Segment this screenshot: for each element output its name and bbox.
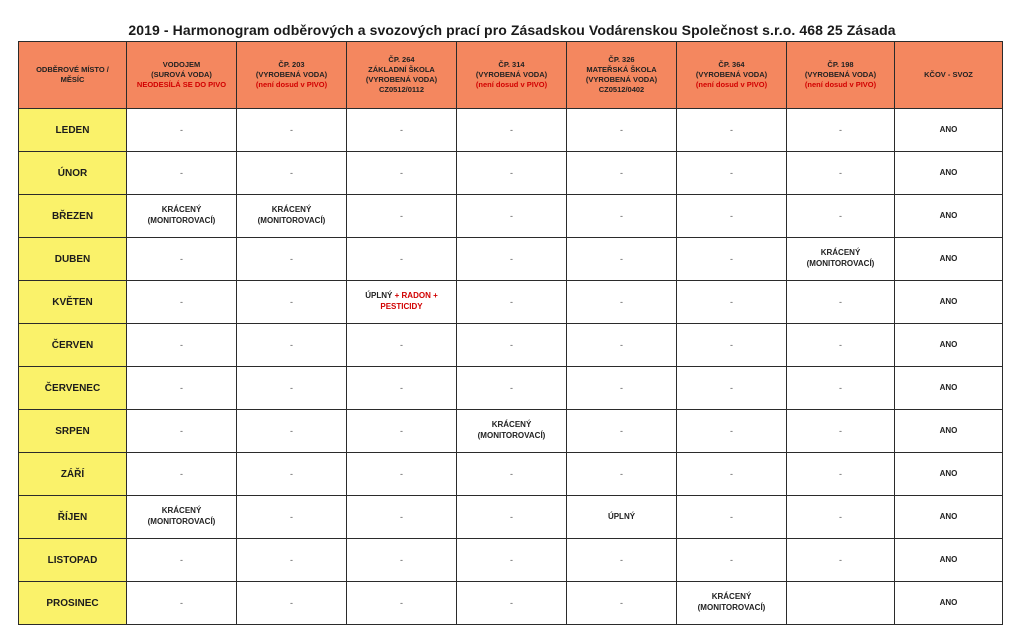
month-label: PROSINEC [19, 582, 127, 625]
column-header-line: ČP. 326 [608, 54, 635, 64]
empty-dash: - [180, 253, 183, 264]
month-label: DUBEN [19, 238, 127, 281]
cell-text-alert: + RADON + [392, 291, 438, 301]
cell-text: ANO [939, 468, 958, 478]
month-label: ÚNOR [19, 152, 127, 195]
month-label: ZÁŘÍ [19, 453, 127, 496]
column-header-line: (VYROBENÁ VODA) [255, 69, 328, 79]
empty-dash: - [510, 210, 513, 221]
schedule-cell [787, 109, 895, 152]
empty-dash: - [290, 382, 293, 393]
table-row [19, 281, 1003, 324]
schedule-cell [127, 367, 237, 410]
empty-dash: - [400, 167, 403, 178]
empty-dash: - [730, 425, 733, 436]
table-body [19, 109, 1003, 625]
cell-text: (MONITOROVACÍ) [147, 216, 216, 225]
table-row [19, 496, 1003, 539]
schedule-cell [457, 367, 567, 410]
month-label: ŘÍJEN [19, 496, 127, 539]
table-row [19, 410, 1003, 453]
schedule-cell [347, 367, 457, 410]
empty-dash: - [620, 210, 623, 221]
empty-dash: - [620, 124, 623, 135]
table-row [19, 109, 1003, 152]
schedule-cell [347, 539, 457, 582]
column-header [347, 42, 457, 109]
schedule-cell [787, 453, 895, 496]
schedule-cell [127, 582, 237, 625]
table-row [19, 195, 1003, 238]
schedule-cell [457, 281, 567, 324]
schedule-cell [237, 152, 347, 195]
column-header-line: NEODESÍLÁ SE DO PIVO [136, 80, 227, 90]
schedule-cell [677, 582, 787, 625]
empty-dash: - [290, 339, 293, 350]
empty-dash: - [510, 382, 513, 393]
cell-text: (MONITOROVACÍ) [477, 431, 546, 440]
cell-text: ÚPLNÝ [365, 291, 393, 301]
column-header-line: CZ0512/0112 [378, 85, 425, 95]
empty-dash: - [290, 167, 293, 178]
column-header-line: ZÁKLADNÍ ŠKOLA [368, 64, 435, 74]
schedule-cell [895, 539, 1003, 582]
schedule-cell [787, 539, 895, 582]
empty-dash: - [620, 597, 623, 608]
month-label: ČERVEN [19, 324, 127, 367]
schedule-cell [347, 453, 457, 496]
schedule-cell [787, 367, 895, 410]
schedule-cell [567, 195, 677, 238]
column-header-line: (VYROBENÁ VODA) [804, 69, 877, 79]
cell-text: ANO [939, 511, 958, 521]
empty-dash: - [290, 124, 293, 135]
schedule-cell [237, 582, 347, 625]
empty-dash: - [839, 511, 842, 522]
schedule-cell [567, 496, 677, 539]
column-header-line: CZ0512/0402 [598, 85, 645, 95]
cell-text: (MONITOROVACÍ) [697, 603, 766, 612]
empty-dash: - [620, 253, 623, 264]
empty-dash: - [400, 382, 403, 393]
month-label: SRPEN [19, 410, 127, 453]
schedule-cell [237, 539, 347, 582]
empty-dash: - [290, 253, 293, 264]
cell-text-alert: PESTICIDY [380, 302, 423, 311]
cell-text: ANO [939, 339, 958, 349]
schedule-cell [457, 324, 567, 367]
empty-dash: - [620, 339, 623, 350]
schedule-cell [127, 195, 237, 238]
schedule-cell [567, 367, 677, 410]
column-header-line: ODBĚROVÉ MÍSTO / [36, 64, 109, 74]
empty-dash: - [510, 554, 513, 565]
cell-text: ANO [939, 597, 958, 607]
table-row [19, 539, 1003, 582]
empty-dash: - [730, 167, 733, 178]
schedule-table [18, 41, 1003, 625]
column-header-line: ČP. 364 [718, 59, 745, 69]
schedule-cell [457, 109, 567, 152]
column-header-line: MĚSÍC [60, 75, 85, 84]
empty-dash: - [400, 210, 403, 221]
empty-dash: - [839, 339, 842, 350]
column-header-line: KČOV - SVOZ [924, 69, 973, 79]
schedule-cell [237, 109, 347, 152]
schedule-cell [237, 496, 347, 539]
cell-text: ANO [939, 253, 958, 263]
column-header-line: (není dosud v PIVO) [804, 80, 877, 90]
column-header-line: (SUROVÁ VODA) [151, 69, 212, 79]
column-header [677, 42, 787, 109]
schedule-cell [677, 496, 787, 539]
column-header-line: (není dosud v PIVO) [695, 80, 768, 90]
schedule-cell [677, 152, 787, 195]
schedule-cell [677, 281, 787, 324]
empty-dash: - [400, 554, 403, 565]
empty-dash: - [839, 425, 842, 436]
empty-dash: - [180, 382, 183, 393]
schedule-cell [895, 109, 1003, 152]
schedule-cell [895, 453, 1003, 496]
empty-dash: - [290, 425, 293, 436]
schedule-cell [347, 109, 457, 152]
empty-dash: - [400, 425, 403, 436]
schedule-cell [347, 238, 457, 281]
schedule-cell [127, 496, 237, 539]
schedule-cell [895, 496, 1003, 539]
schedule-cell [787, 281, 895, 324]
empty-dash: - [510, 597, 513, 608]
schedule-cell [677, 410, 787, 453]
schedule-cell [677, 367, 787, 410]
empty-dash: - [620, 167, 623, 178]
cell-text: (MONITOROVACÍ) [147, 517, 216, 526]
empty-dash: - [180, 296, 183, 307]
empty-dash: - [180, 124, 183, 135]
empty-dash: - [730, 382, 733, 393]
schedule-cell [895, 152, 1003, 195]
empty-dash: - [290, 296, 293, 307]
empty-dash: - [839, 468, 842, 479]
empty-dash: - [510, 167, 513, 178]
header-row [19, 42, 1003, 109]
empty-dash: - [180, 339, 183, 350]
empty-dash: - [400, 339, 403, 350]
schedule-cell [677, 195, 787, 238]
schedule-cell [787, 152, 895, 195]
empty-dash: - [730, 124, 733, 135]
schedule-cell [347, 582, 457, 625]
schedule-cell [457, 539, 567, 582]
empty-dash: - [510, 296, 513, 307]
schedule-cell [787, 324, 895, 367]
empty-dash: - [730, 296, 733, 307]
schedule-cell [895, 195, 1003, 238]
empty-dash: - [180, 597, 183, 608]
schedule-cell [567, 281, 677, 324]
schedule-cell [567, 582, 677, 625]
empty-dash: - [510, 339, 513, 350]
schedule-cell [237, 281, 347, 324]
schedule-cell [567, 109, 677, 152]
empty-dash: - [400, 253, 403, 264]
empty-dash: - [730, 210, 733, 221]
column-header [895, 42, 1003, 109]
column-header [127, 42, 237, 109]
schedule-cell [237, 238, 347, 281]
schedule-cell [127, 410, 237, 453]
empty-dash: - [290, 511, 293, 522]
cell-text: ANO [939, 296, 958, 306]
empty-dash: - [400, 511, 403, 522]
schedule-cell [237, 324, 347, 367]
schedule-cell [787, 582, 895, 625]
schedule-cell [347, 496, 457, 539]
empty-dash: - [510, 511, 513, 522]
schedule-cell [457, 410, 567, 453]
empty-dash: - [290, 468, 293, 479]
empty-dash: - [400, 124, 403, 135]
schedule-cell [347, 281, 457, 324]
empty-dash: - [730, 468, 733, 479]
empty-dash: - [730, 253, 733, 264]
table-row [19, 238, 1003, 281]
empty-dash: - [180, 425, 183, 436]
schedule-cell [127, 324, 237, 367]
schedule-cell [457, 453, 567, 496]
schedule-cell [895, 238, 1003, 281]
empty-dash: - [839, 167, 842, 178]
empty-dash: - [400, 468, 403, 479]
schedule-cell [347, 410, 457, 453]
cell-text: ANO [939, 167, 958, 177]
cell-text: ANO [939, 124, 958, 134]
schedule-cell [567, 324, 677, 367]
schedule-cell [895, 367, 1003, 410]
schedule-cell [567, 152, 677, 195]
schedule-cell [457, 152, 567, 195]
column-header-line: ČP. 314 [498, 59, 525, 69]
column-header-line: (VYROBENÁ VODA) [475, 69, 548, 79]
schedule-cell [895, 281, 1003, 324]
empty-dash: - [180, 468, 183, 479]
schedule-cell [895, 410, 1003, 453]
schedule-cell [237, 195, 347, 238]
schedule-cell [127, 152, 237, 195]
month-label: BŘEZEN [19, 195, 127, 238]
empty-dash: - [620, 554, 623, 565]
empty-dash: - [620, 468, 623, 479]
schedule-cell [787, 195, 895, 238]
cell-text: KRÁCENÝ [491, 420, 532, 430]
schedule-cell [787, 238, 895, 281]
empty-dash: - [839, 124, 842, 135]
schedule-cell [567, 453, 677, 496]
column-header [567, 42, 677, 109]
column-header-line: ČP. 264 [388, 54, 415, 64]
schedule-cell [237, 367, 347, 410]
document-title: 2019 - Harmonogram odběrových a svozových prací pro Zásadskou Vodárenskou Společnost s.r.o. 468 25 Zásada [128, 22, 896, 38]
empty-dash: - [620, 425, 623, 436]
schedule-cell [127, 109, 237, 152]
month-label: ČERVENEC [19, 367, 127, 410]
schedule-cell [457, 582, 567, 625]
schedule-cell [347, 324, 457, 367]
empty-dash: - [290, 554, 293, 565]
column-header-line: ČP. 198 [827, 59, 854, 69]
schedule-cell [677, 539, 787, 582]
schedule-cell [457, 195, 567, 238]
column-header-line: MATEŘSKÁ ŠKOLA [586, 64, 657, 74]
empty-dash: - [510, 253, 513, 264]
cell-text: (MONITOROVACÍ) [257, 216, 326, 225]
empty-dash: - [839, 554, 842, 565]
cell-text: KRÁCENÝ [711, 592, 752, 602]
schedule-cell [895, 324, 1003, 367]
cell-text: ANO [939, 382, 958, 392]
cell-text: ÚPLNÝ [607, 511, 636, 521]
empty-dash: - [290, 597, 293, 608]
month-label: KVĚTEN [19, 281, 127, 324]
schedule-cell [237, 453, 347, 496]
table-row [19, 582, 1003, 625]
empty-dash: - [510, 468, 513, 479]
schedule-cell [677, 324, 787, 367]
column-header-line: (není dosud v PIVO) [475, 80, 548, 90]
table-row [19, 367, 1003, 410]
table-row [19, 324, 1003, 367]
schedule-cell [677, 109, 787, 152]
empty-dash: - [730, 511, 733, 522]
table-row [19, 152, 1003, 195]
schedule-cell [567, 539, 677, 582]
empty-dash: - [620, 382, 623, 393]
schedule-cell [127, 453, 237, 496]
empty-dash: - [180, 554, 183, 565]
cell-text: ANO [939, 554, 958, 564]
schedule-cell [677, 238, 787, 281]
schedule-cell [895, 582, 1003, 625]
empty-dash: - [400, 597, 403, 608]
cell-text: KRÁCENÝ [161, 205, 202, 215]
schedule-cell [127, 238, 237, 281]
empty-dash: - [730, 554, 733, 565]
cell-text: (MONITOROVACÍ) [806, 259, 875, 268]
schedule-cell [457, 496, 567, 539]
cell-text: ANO [939, 425, 958, 435]
schedule-cell [347, 152, 457, 195]
table-row [19, 453, 1003, 496]
schedule-cell [677, 453, 787, 496]
cell-text: ANO [939, 210, 958, 220]
schedule-cell [127, 539, 237, 582]
column-header-line: (není dosud v PIVO) [255, 80, 328, 90]
schedule-cell [237, 410, 347, 453]
column-header [457, 42, 567, 109]
column-header [787, 42, 895, 109]
month-label: LEDEN [19, 109, 127, 152]
column-header-line: (VYROBENÁ VODA) [365, 75, 438, 84]
schedule-cell [127, 281, 237, 324]
schedule-cell [347, 195, 457, 238]
column-header-line: (VYROBENÁ VODA) [695, 69, 768, 79]
column-header-line: (VYROBENÁ VODA) [585, 75, 658, 84]
schedule-cell [567, 238, 677, 281]
schedule-cell [457, 238, 567, 281]
month-label: LISTOPAD [19, 539, 127, 582]
empty-dash: - [839, 382, 842, 393]
empty-dash: - [510, 124, 513, 135]
column-header [19, 42, 127, 109]
empty-dash: - [180, 167, 183, 178]
column-header-line: ČP. 203 [278, 59, 305, 69]
empty-dash: - [730, 339, 733, 350]
empty-dash: - [620, 296, 623, 307]
cell-text: KRÁCENÝ [161, 506, 202, 516]
column-header-line: VODOJEM [162, 59, 201, 69]
schedule-cell [567, 410, 677, 453]
cell-line [349, 291, 454, 302]
schedule-cell [787, 410, 895, 453]
cell-text: KRÁCENÝ [820, 248, 861, 258]
empty-dash: - [839, 210, 842, 221]
schedule-cell [787, 496, 895, 539]
empty-dash: - [839, 296, 842, 307]
column-header [237, 42, 347, 109]
cell-text: KRÁCENÝ [271, 205, 312, 215]
